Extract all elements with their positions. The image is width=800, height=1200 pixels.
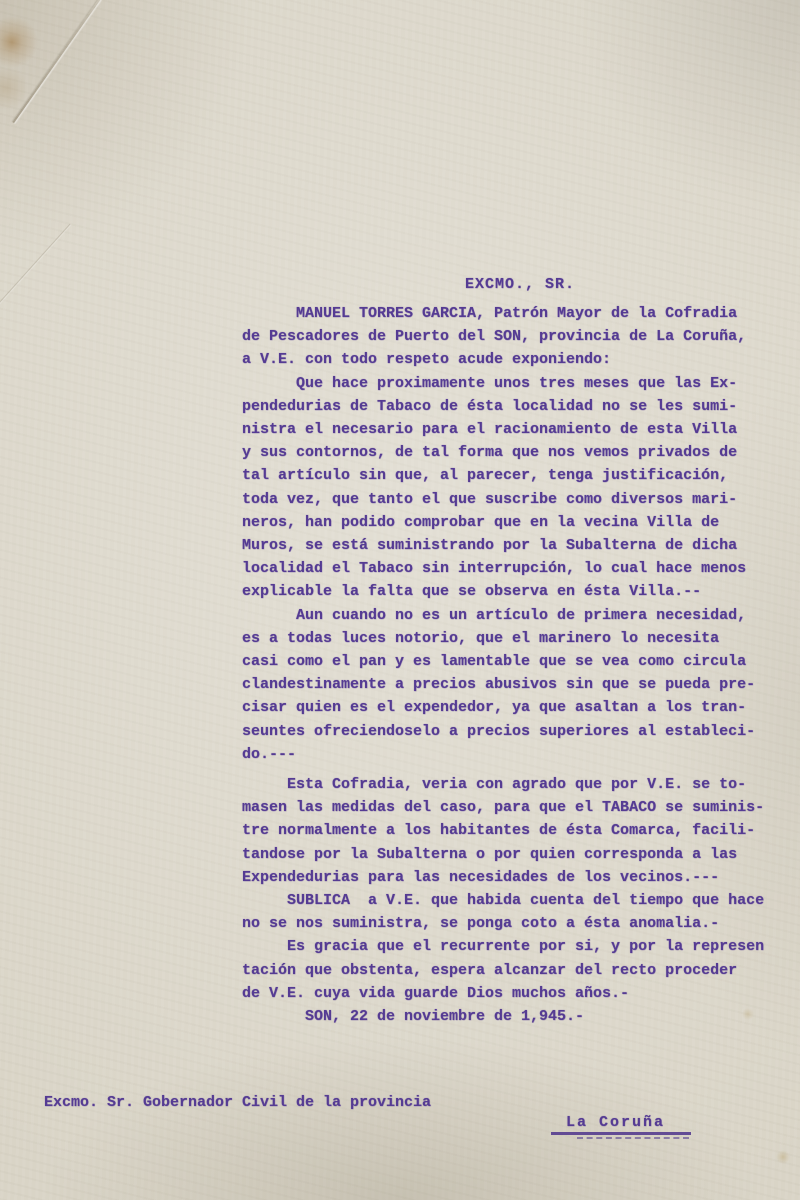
letter-line: tación que obstenta, espera alcanzar del recto proceder xyxy=(242,961,738,979)
letter-line: neros, han podido comprobar que en la vecina Villa de xyxy=(242,513,720,531)
letter-line: SON, 22 de noviembre de 1,945.- xyxy=(242,1008,585,1026)
paper-crease-secondary xyxy=(0,224,71,314)
letter-line: tal artículo sin que, al parecer, tenga justificación, xyxy=(242,467,729,485)
letter-line: SUBLICA a V.E. que habida cuenta del tiempo que hace xyxy=(242,892,765,910)
letter-line: es a todas luces notorio, que el marinero lo necesita xyxy=(242,629,720,647)
letter-line: Muros, se está suministrando por la Subalterna de dicha xyxy=(242,537,738,555)
letter-line: Es gracia que el recurrente por si, y por la represen xyxy=(242,938,765,956)
signature-underline-dash xyxy=(577,1137,689,1139)
letter-line: no se nos suministra, se ponga coto a ésta anomalia.- xyxy=(242,915,720,933)
letter-line: explicable la falta que se observa en ésta Villa.-- xyxy=(242,583,702,601)
letter-line: pendedurias de Tabaco de ésta localidad no se les sumi- xyxy=(242,397,738,415)
letter-line: Que hace proximamente unos tres meses que las Ex- xyxy=(242,374,738,392)
letter-line: tandose por la Subalterna o por quien corresponda a las xyxy=(242,845,738,863)
letter-footer-addressee: Excmo. Sr. Gobernador Civil de la provincia xyxy=(44,1094,432,1111)
letter-line: seuntes ofreciendoselo a precios superiores al estableci- xyxy=(242,722,756,740)
letter-line: de Pescadores de Puerto del SON, provincia de La Coruña, xyxy=(242,328,747,346)
letter-line: Esta Cofradia, veria con agrado que por V.E. se to- xyxy=(242,776,747,794)
letter-line: nistra el necesario para el racionamiento de esta Villa xyxy=(242,421,738,439)
letter-line: masen las medidas del caso, para que el TABACO se suminis- xyxy=(242,799,765,817)
paper-crease xyxy=(12,0,108,123)
letter-line: do.--- xyxy=(242,745,297,763)
letter-line: localidad el Tabaco sin interrupción, lo cual hace menos xyxy=(242,560,747,578)
letter-line: a V.E. con todo respeto acude exponiendo: xyxy=(242,351,612,369)
letter-line: de V.E. cuya vida guarde Dios muchos años.- xyxy=(242,984,630,1002)
letter-line: Expendedurias para las necesidades de los vecinos.--- xyxy=(242,868,720,886)
letter-line: clandestinamente a precios abusivos sin que se pueda pre- xyxy=(242,676,756,694)
letter-line: y sus contornos, de tal forma que nos vemos privados de xyxy=(242,444,738,462)
letter-line: casi como el pan y es lamentable que se vea como circula xyxy=(242,653,747,671)
letter-body xyxy=(242,302,798,1028)
letter-heading: EXCMO., SR. xyxy=(465,276,576,293)
signature-place: La Coruña xyxy=(566,1114,666,1131)
letter-line: toda vez, que tanto el que suscribe como diversos mari- xyxy=(242,490,738,508)
letter-line: tre normalmente a los habitantes de ésta Comarca, facili- xyxy=(242,822,756,840)
letter-line: Aun cuando no es un artículo de primera necesidad, xyxy=(242,606,747,624)
letter-line: cisar quien es el expendedor, ya que asaltan a los tran- xyxy=(242,699,747,717)
letter-line: MANUEL TORRES GARCIA, Patrón Mayor de la Cofradia xyxy=(242,305,738,322)
signature-underline xyxy=(551,1132,691,1135)
